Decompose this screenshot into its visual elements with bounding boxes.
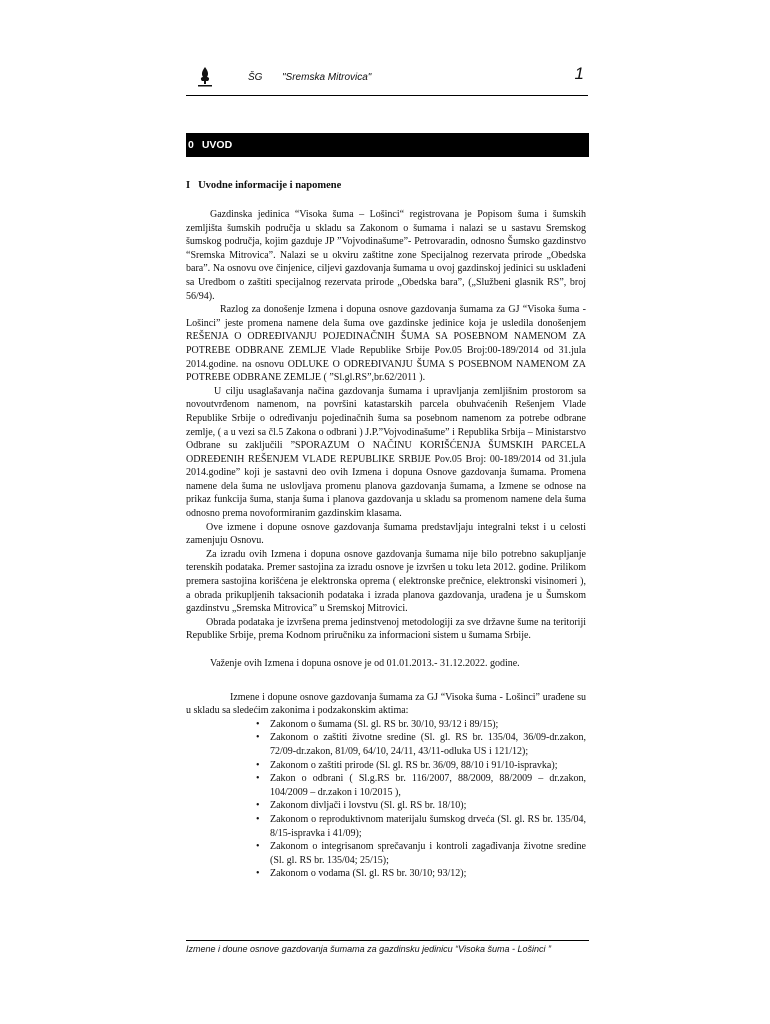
logo-icon bbox=[196, 66, 214, 88]
paragraph: Gazdinska jedinica “Visoka šuma – Lošinci“ registrovana je Popisom šuma i šumskih zemljišta šumskih područja u skladu sa Zakonom o šumama i nalazi se u sastavu Sremskog šumskog područja, kojim gazduje JP ”Vojvodinašume”- Petrovaradin, odnosno Šumsko gazdinstvo “Sremska Mitrovica”. Nalazi se u okviru zaštitne zone Specijalnog rezervata prirode „Obedska bara”. Na osnovu ove činjenice, ciljevi gazdovanja šumama u ovoj gazdinskoj jedinici su usklađeni sa Uredbom o zaštiti specijalnog rezervata prirode „Obedska bara”, („Službeni glasnik RS”, broj 56/94). bbox=[186, 209, 586, 302]
chapter-banner bbox=[186, 133, 589, 157]
body-text bbox=[186, 208, 586, 881]
paragraph: Razlog za donošenje Izmena i dopuna osnove gazdovanja šumama za GJ “Visoka šuma - Lošinci” jeste promena namene dela šuma ove gazdinske jedinice koja je usledila donošenjem REŠENJA O ODREĐIVANJU POJEDINAČNIH ŠUMA SA POSEBNOM NAMENOM ZA POTREBE ODBRANE ZEMLJE Vlade Republike Srbije Pov.05 Broj:00-189/2014 od 31.jula 2014.godine. na osnovu ODLUKE O ODREĐIVANJU ŠUMA S POSEBNOM NAMENOM ZA POTREBE ODBRANE ZEMLJE ( ”Sl.gl.RS”,br.62/2011 ). bbox=[186, 304, 586, 384]
chapter-number: 0 bbox=[188, 139, 194, 151]
paragraph: U cilju usaglašavanja načina gazdovanja šumama i upravljanja zemljišnim prostorom sa novoutvrđenom namenom, na površini katastarskih parcela obuhvaćenih Rešenjem Vlade Republike Srbije o određivanju pojedinačnih šuma sa posebnom namenom za potrebe odbrane zemlje, ( a u vezi sa čl.5 Zakona o odbrani ) J.P.”Vojvodinašume” i Republika Srbija – Ministarstvo Odbrane su zaključili ”SPORAZUM O NAČINU KORIŠĆENJA ŠUMSKIH PARCELA ODREĐENIH REŠENJEM VLADE REPUBLIKE SRBIJE Pov.05 Broj: 00-189/2014 od 31.jula 2014.godine” koji je sastavni deo ovih Izmena i dopuna Osnove gazdovanja šumama. Promena namene dela šuma ne uslovljava promenu planova gazdovanja šumama, a Izmene se odnose na prikaz funkcija šuma, stanja šuma i planova gazdovanja u skladu sa promenom namene dela šuma odnosno prema novoformiranim gazdinskim klasama. bbox=[186, 385, 586, 520]
header-rule bbox=[186, 95, 588, 96]
paragraph: Ove izmene i dopune osnove gazdovanja šumama predstavljaju integralni tekst i u celosti zamenjuju Osnovu. bbox=[186, 521, 586, 547]
list-item: • Zakonom o zaštiti prirode (Sl. gl. RS br. 36/09, 88/10 i 91/10-ispravka); bbox=[256, 759, 586, 773]
list-item: • Zakonom o vodama (Sl. gl. RS br. 30/10; 93/12); bbox=[256, 867, 586, 881]
section-number: I bbox=[186, 180, 191, 191]
section-title: Uvodne informacije i napomene bbox=[198, 180, 342, 191]
list-item: • Zakonom o integrisanom sprečavanju i kontroli zagađivanja životne sredine (Sl. gl. RS br. 135/04; 25/15); bbox=[256, 840, 586, 867]
header-org: ŠG bbox=[248, 72, 263, 83]
list-item: • Zakonom o reproduktivnom materijalu šumskog drveća (Sl. gl. RS br. 135/04, 8/15-ispravka i 41/09); bbox=[256, 813, 586, 840]
validity-statement: Važenje ovih Izmena i dopuna osnove je od 01.01.2013.- 31.12.2022. godine. bbox=[210, 658, 520, 669]
chapter-title: UVOD bbox=[201, 139, 233, 151]
header-unit: "Sremska Mitrovica" bbox=[282, 72, 372, 83]
laws-intro: Izmene i dopune osnove gazdovanja šumama za GJ “Visoka šuma - Lošinci” urađene su u skladu sa sledećim zakonima i podzakonskim aktima: bbox=[186, 691, 586, 717]
paragraph: Za izradu ovih Izmena i dopuna osnove gazdovanja šumama nije bilo potrebno sakupljanje terenskih podataka. Premer sastojina za izradu osnove je izvršen u toku leta 2012. godine. Prilikom premera sastojina korišćena je elektronska oprema ( elektronske prečnice, elektronski visinomeri ), a obrada prikupljenih taksacionih podataka i izrada planova gazdovanja, urađena je u Šumskom gazdinstvu „Sremska Mitrovica” u Sremskoj Mitrovici. bbox=[186, 548, 586, 615]
list-item: • Zakonom divljači i lovstvu (Sl. gl. RS br. 18/10); bbox=[256, 799, 586, 813]
page-footer: Izmene i doune osnove gazdovanja šumama za gazdinsku jedinicu “Visoka šuma - Lošinci ” bbox=[186, 940, 589, 954]
paragraph: Obrada podataka je izvršena prema jedinstvenoj metodologiji za sve državne šume na teritoriji Republike Srbije, prema Kodnom priručniku za informacioni sistem u šumama Srbije. bbox=[186, 616, 586, 642]
list-item: • Zakon o odbrani ( Sl.g.RS br. 116/2007, 88/2009, 88/2009 – dr.zakon, 104/2009 – dr.zakon i 10/2015 ), bbox=[256, 772, 586, 799]
list-item: • Zakonom o šumama (Sl. gl. RS br. 30/10, 93/12 i 89/15); bbox=[256, 718, 586, 732]
section-heading bbox=[186, 180, 341, 191]
page-number: 1 bbox=[574, 64, 584, 83]
laws-list bbox=[186, 718, 586, 881]
list-item: • Zakonom o zaštiti životne sredine (Sl. gl. RS br. 135/04, 36/09-dr.zakon, 72/09-dr.zakon, 81/09, 64/10, 24/11, 43/11-odluka US i 121/12); bbox=[256, 731, 586, 758]
page-header bbox=[186, 62, 588, 96]
